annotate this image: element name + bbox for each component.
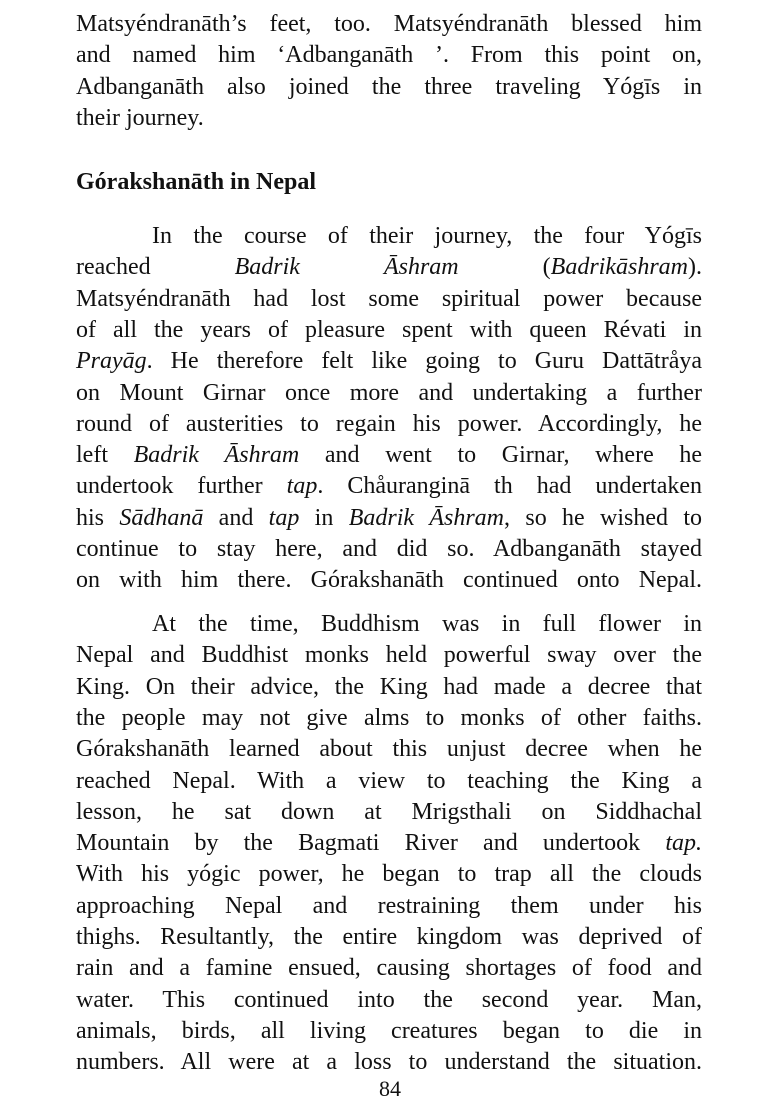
text-segment: the people may not give alms to monks of other faiths.: [76, 704, 702, 731]
text-segment: and named him ‘Adbanganāth ’. From this point on,: [76, 42, 702, 69]
text-line: [76, 73, 702, 101]
text-line: [76, 923, 702, 951]
text-line: [76, 253, 702, 281]
text-segment: In the course of their journey, the four Yógīs: [152, 223, 702, 249]
text-line: [76, 860, 702, 888]
text-line: [76, 410, 702, 438]
italic-text: Āshram: [383, 254, 459, 281]
text-line: [76, 347, 702, 375]
italic-text: tap: [286, 473, 318, 500]
text-line: [76, 379, 702, 407]
text-line: [76, 892, 702, 920]
text-segment: left: [76, 442, 134, 469]
italic-text: tap.: [665, 830, 702, 857]
text-segment: on Mount Girnar once more and undertaking a further: [76, 379, 702, 406]
text-segment: in: [299, 504, 349, 531]
text-segment: ).: [688, 254, 702, 281]
text-segment: round of austerities to regain his power. Accordingly, he: [76, 410, 702, 437]
text-segment: his: [76, 504, 120, 531]
text-line: [76, 986, 702, 1014]
text-line: [76, 316, 702, 344]
text-segment: . Chåuranginā th had undertaken: [317, 473, 703, 500]
text-segment: on with him there. Górakshanāth continued onto Nepal.: [76, 567, 702, 594]
text-segment: approaching Nepal and restraining them under his: [76, 892, 702, 919]
text-segment: reached Nepal. With a view to teaching the King a: [76, 767, 702, 794]
text-segment: , so he wished to: [504, 504, 702, 531]
text-segment: Nepal and Buddhist monks held powerful sway over the: [76, 642, 702, 669]
text-line: [76, 954, 702, 982]
text-line: [76, 104, 702, 132]
italic-text: Badrik: [234, 254, 300, 281]
text-segment: Górakshanāth learned about this unjust decree when he: [76, 736, 702, 763]
text-line: [76, 673, 702, 701]
text-line: [76, 285, 702, 313]
text-segment: their journey.: [76, 104, 204, 131]
italic-text: Badrik Āshram: [348, 504, 505, 531]
text-line: [76, 535, 702, 563]
text-segment: of all the years of pleasure spent with queen Révati in: [76, 316, 702, 343]
italic-text: Badrikāshram: [550, 254, 688, 281]
section-heading: Górakshanāth in Nepal: [76, 169, 317, 195]
text-segment: [300, 254, 384, 280]
text-line: [76, 1017, 702, 1045]
text-segment: lesson, he sat down at Mrigsthali on Siddhachal: [76, 798, 702, 825]
text-segment: undertook further: [76, 473, 287, 500]
text-segment: King. On their advice, the King had made a decree that: [76, 673, 702, 700]
text-line: [76, 504, 702, 532]
text-line: [76, 472, 702, 500]
text-segment: and went to Girnar, where he: [299, 442, 703, 469]
text-line: [76, 10, 702, 38]
text-segment: . He therefore felt like going to Guru Dattātråya: [146, 348, 702, 375]
text-segment: Mountain by the Bagmati River and undertook: [76, 830, 666, 857]
text-line: [152, 222, 702, 250]
text-segment: numbers. All were at a loss to understand the situation.: [76, 1049, 702, 1076]
text-segment: Matsyéndranāth had lost some spiritual power because: [76, 285, 702, 312]
text-line: [76, 1048, 702, 1076]
text-line: [76, 829, 702, 857]
page-number: 84: [379, 1076, 401, 1101]
text-segment: (: [458, 254, 551, 281]
text-line: [76, 566, 702, 594]
text-segment: Adbanganāth also joined the three traveling Yógīs in: [76, 73, 702, 100]
text-line: [76, 767, 702, 795]
text-line: [76, 735, 702, 763]
text-segment: reached: [76, 254, 235, 281]
italic-text: Sādhanā: [119, 504, 204, 531]
text-segment: animals, birds, all living creatures began to die in: [76, 1017, 702, 1044]
text-segment: rain and a famine ensued, causing shortages of food and: [76, 955, 702, 982]
text-line: [76, 704, 702, 732]
text-line: [76, 441, 702, 469]
text-line: [76, 798, 702, 826]
text-segment: thighs. Resultantly, the entire kingdom was deprived of: [76, 924, 702, 950]
text-line: [76, 641, 702, 669]
italic-text: Badrik Āshram: [133, 442, 300, 469]
text-line: [76, 41, 702, 69]
text-segment: Matsyéndranāth’s feet, too. Matsyéndranāth blessed him: [76, 11, 702, 37]
italic-text: Prayāg: [76, 348, 147, 375]
text-line: [152, 610, 702, 638]
text-segment: and: [203, 504, 269, 531]
italic-text: tap: [268, 504, 300, 531]
text-segment: At the time, Buddhism was in full flower in: [152, 611, 702, 637]
text-segment: water. This continued into the second year. Man,: [76, 986, 702, 1013]
text-segment: With his yógic power, he began to trap all the clouds: [76, 861, 702, 888]
text-segment: continue to stay here, and did so. Adbanganāth stayed: [76, 536, 702, 562]
